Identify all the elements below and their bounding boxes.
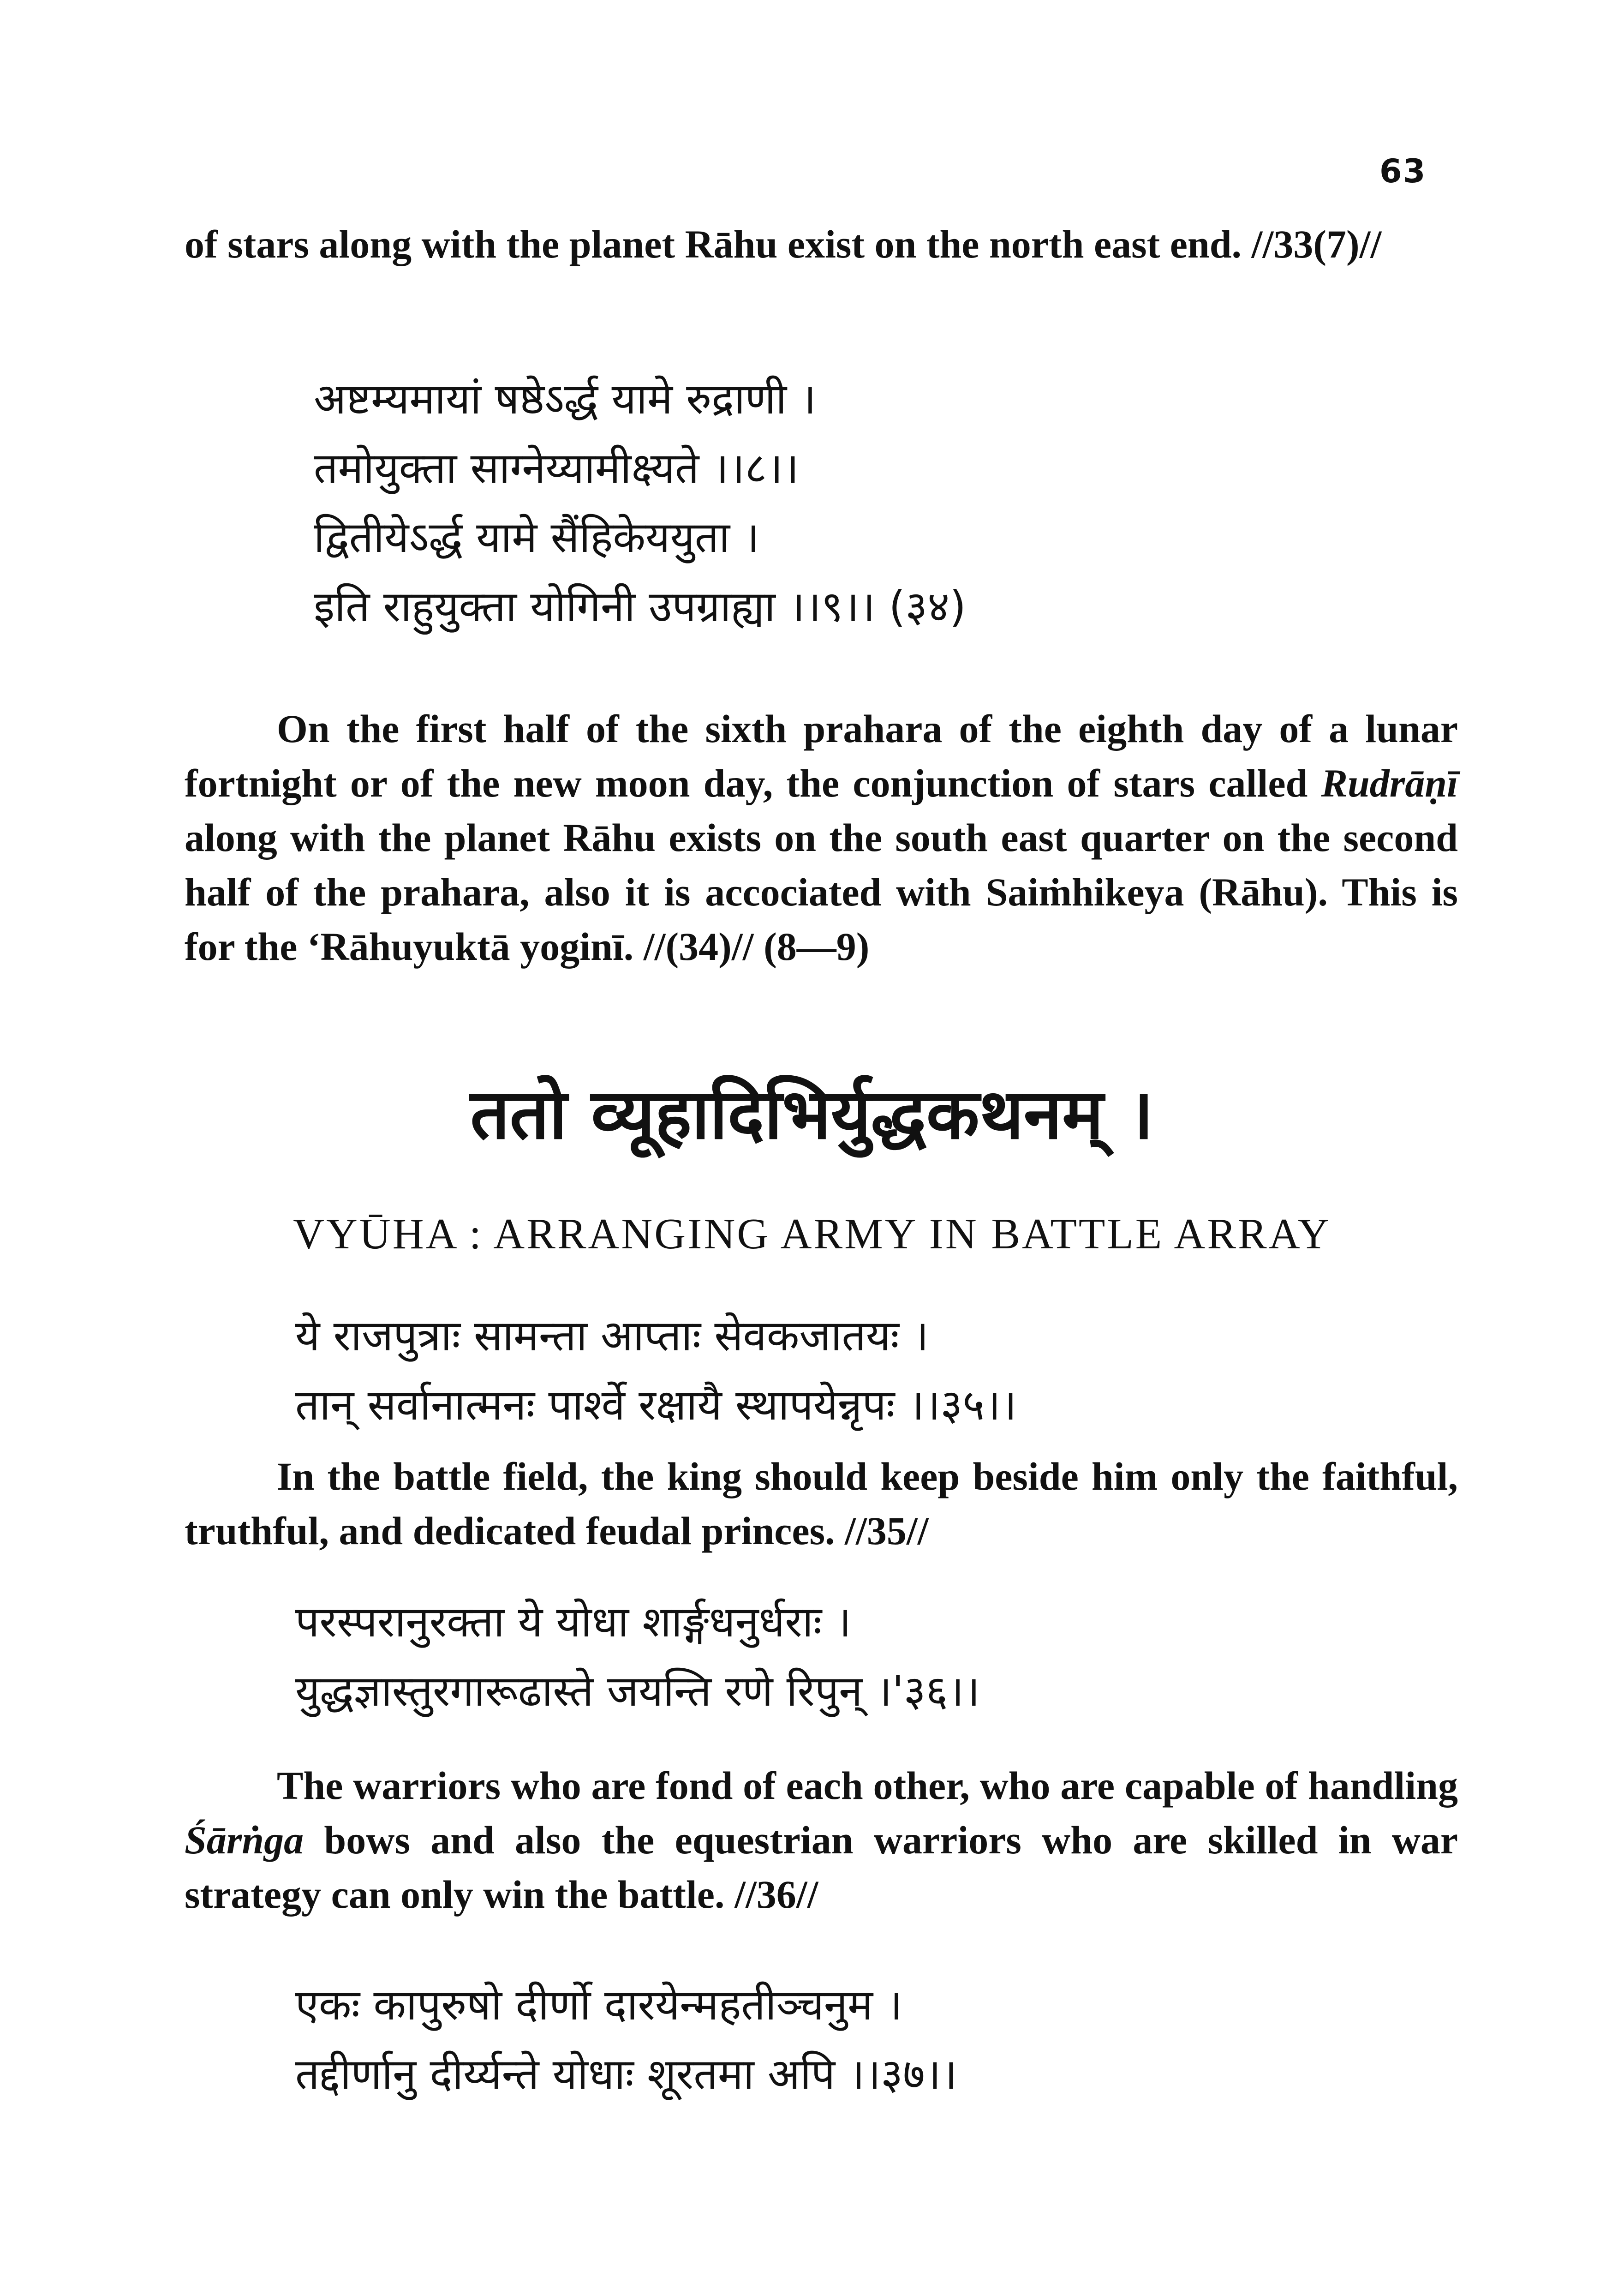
verse-block-36 xyxy=(295,1588,980,1726)
paragraph-translation-35: In the battle field, the king should keep beside him only the faithful, truthful, and dedicated feudal princes. //35// xyxy=(185,1454,1458,1553)
verse-line: तद्दीर्णानु दीर्य्यन्ते योधाः शूरतमा अपि ।।३७।। xyxy=(295,2049,957,2099)
verse-line: इति राहुयुक्ता योगिनी उपग्राह्या ।।९।। (३४) xyxy=(314,582,967,631)
verse-line: अष्टम्यमायां षष्ठेऽर्द्ध यामे रुद्राणी । xyxy=(314,374,817,424)
italic-term: Rudrāṇī xyxy=(1321,761,1458,805)
verse-line: द्वितीयेऽर्द्ध यामे सैंहिकेययुता । xyxy=(314,513,760,562)
verse-line: तमोयुक्ता साग्नेय्यामीक्ष्यते ।।८।। xyxy=(314,443,799,493)
text-span: bows and also the equestrian warriors who are skilled in war strategy can only win the battle. //36// xyxy=(185,1818,1458,1917)
text-span: On the first half of the sixth prahara of the eighth day of a lunar fortnight or of the new moon day, the conjunction of stars called xyxy=(185,707,1458,805)
italic-term: Śārṅga xyxy=(185,1818,304,1862)
verse-line: तान् सर्वानात्मनः पार्श्वे रक्षायै स्थापयेन्नृपः ।।३५।। xyxy=(295,1380,1017,1430)
verse-block-37 xyxy=(295,1971,957,2109)
verse-line: परस्परानुरक्ता ये योधा शार्ङ्गधनुर्धराः । xyxy=(295,1597,852,1647)
verse-block-35 xyxy=(295,1301,1017,1440)
text-span: along with the planet Rāhu exists on the south east quarter on the second half of the prahara, also it is accociated with Saiṁhikeya (Rāhu). This is for the ‘Rāhuyuktā yoginī. //(34)// (8—9) xyxy=(185,815,1458,969)
verse-line: ये राजपुत्राः सामन्ता आप्ताः सेवकजातयः । xyxy=(295,1311,929,1360)
verse-line: एकः कापुरुषो दीर्णो दारयेन्महतीञ्चनुम । xyxy=(295,1980,903,2030)
section-heading-english: VYŪHA : ARRANGING ARMY IN BATTLE ARRAY xyxy=(293,1210,1331,1258)
paragraph-translation-36 xyxy=(185,1758,1458,1922)
verse-block-34 xyxy=(314,365,966,641)
page-number: 63 xyxy=(1379,152,1427,190)
verse-line: युद्धज्ञास्तुरगारूढास्ते जयन्ति रणे रिपुन् ।'३६।। xyxy=(295,1666,980,1716)
text-span: The warriors who are fond of each other, who are capable of handling xyxy=(277,1763,1458,1808)
paragraph-continuation: of stars along with the planet Rāhu exist on the north east end. //33(7)// xyxy=(185,222,1382,266)
paragraph-translation-34 xyxy=(185,701,1458,974)
section-heading-sanskrit: ततो व्यूहादिभिर्युद्धकथनम् । xyxy=(470,1074,1154,1155)
